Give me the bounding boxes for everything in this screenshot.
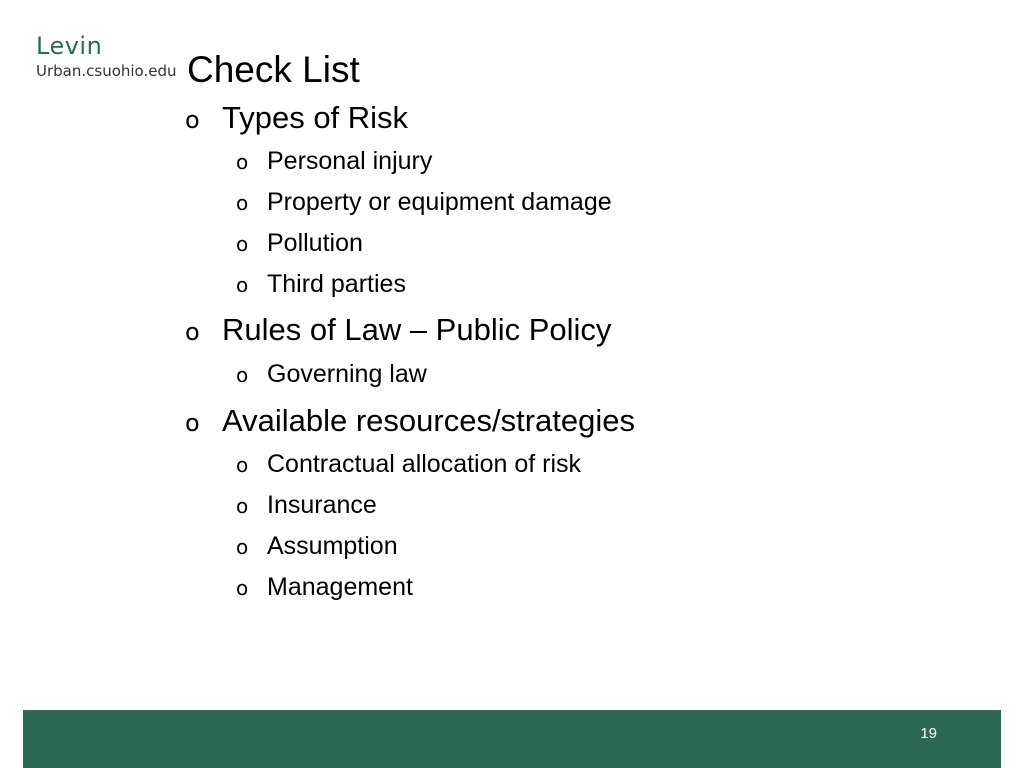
section-heading-types-of-risk xyxy=(185,100,408,136)
list-item-label: Third parties xyxy=(267,270,406,298)
bullet-icon: o xyxy=(236,363,249,387)
section-heading-label: Rules of Law – Public Policy xyxy=(222,312,612,347)
list-item xyxy=(236,532,398,561)
section-heading-label: Types of Risk xyxy=(222,100,409,135)
list-item xyxy=(236,360,427,389)
bullet-icon: o xyxy=(236,576,249,600)
list-item-label: Assumption xyxy=(267,532,398,560)
section-heading-available-resources xyxy=(185,403,635,439)
bullet-icon: o xyxy=(185,106,200,134)
list-item xyxy=(236,270,406,299)
list-item-label: Management xyxy=(267,573,413,601)
bullet-icon: o xyxy=(236,453,249,477)
bullet-icon: o xyxy=(185,409,200,437)
bullet-icon: o xyxy=(236,494,249,518)
bullet-icon: o xyxy=(185,318,200,346)
bullet-icon: o xyxy=(236,150,249,174)
list-item xyxy=(236,188,612,217)
list-item-label: Personal injury xyxy=(267,147,433,175)
section-heading-rules-of-law xyxy=(185,312,611,348)
logo-name: Levin xyxy=(36,32,103,60)
section-heading-label: Available resources/strategies xyxy=(222,403,635,438)
logo-url: Urban.csuohio.edu xyxy=(36,62,177,80)
bullet-icon: o xyxy=(236,191,249,215)
slide-title: Check List xyxy=(187,49,360,90)
bullet-icon: o xyxy=(236,535,249,559)
list-item-label: Pollution xyxy=(267,229,363,257)
footer-bar xyxy=(23,710,1001,768)
list-item-label: Property or equipment damage xyxy=(267,188,612,216)
list-item-label: Insurance xyxy=(267,491,377,519)
bullet-icon: o xyxy=(236,273,249,297)
list-item-label: Governing law xyxy=(267,360,427,388)
list-item xyxy=(236,573,413,602)
page-number: 19 xyxy=(920,725,937,742)
list-item-label: Contractual allocation of risk xyxy=(267,450,582,478)
list-item xyxy=(236,229,363,258)
bullet-icon: o xyxy=(236,232,249,256)
levin-logo xyxy=(36,32,177,80)
list-item xyxy=(236,450,581,479)
list-item xyxy=(236,491,377,520)
list-item xyxy=(236,147,432,176)
